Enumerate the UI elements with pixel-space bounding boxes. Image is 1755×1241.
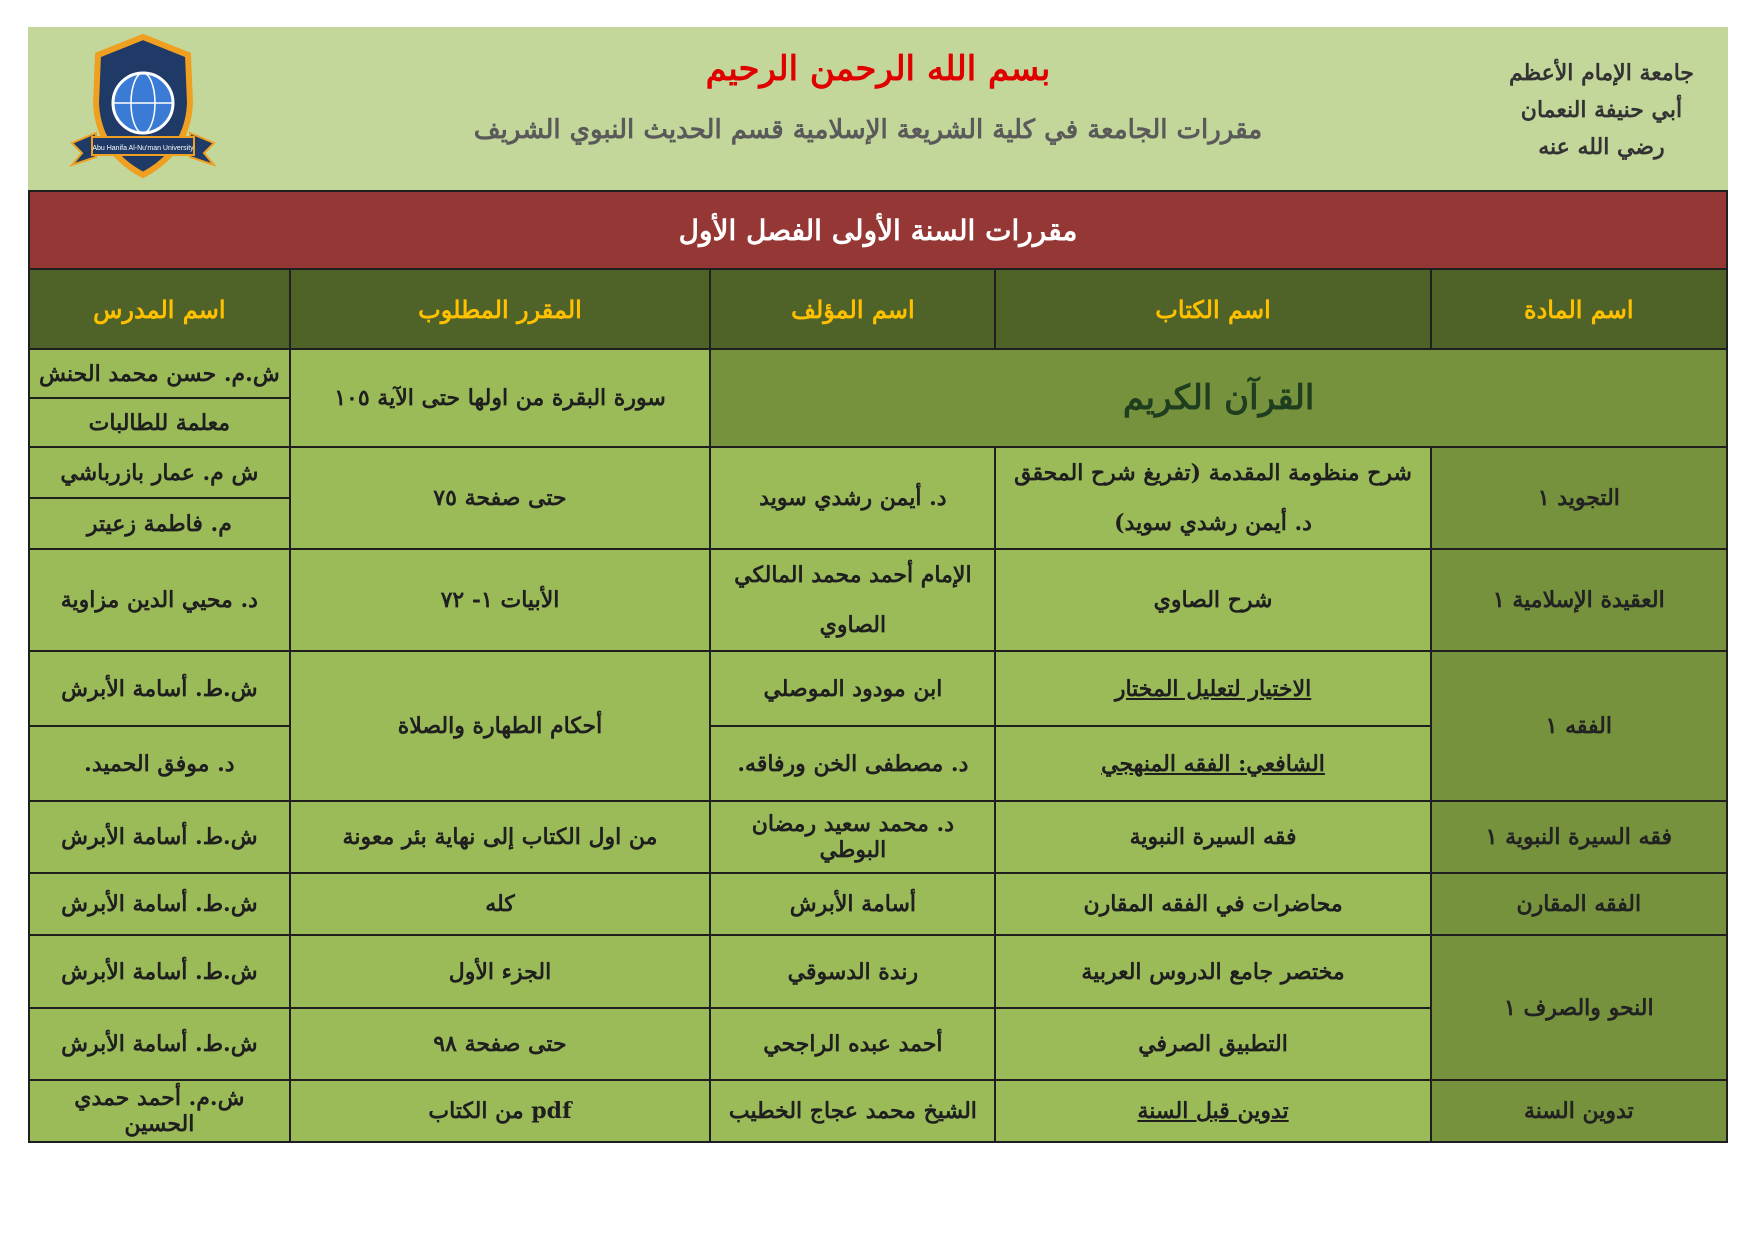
- teacher-cell: د. موفق الحميد.: [29, 726, 290, 801]
- table-row: [29, 549, 1727, 651]
- teacher-cell: ش.ط. أسامة الأبرش: [29, 1008, 290, 1080]
- book-cell: تدوين قبل السنة: [995, 1080, 1430, 1142]
- author-cell: د. محمد سعيد رمضان البوطي: [710, 801, 995, 873]
- teacher-cell: ش.م. حسن محمد الحنش: [29, 349, 290, 398]
- logo-text: Abu Hanifa Al-Nu'man University: [92, 145, 194, 152]
- column-header: اسم المادة: [1431, 269, 1727, 349]
- basmala: بسم الله الرحمن الرحيم: [705, 49, 1051, 89]
- university-line: أبي حنيفة النعمان: [1520, 97, 1683, 123]
- column-header: اسم الكتاب: [995, 269, 1430, 349]
- required-cell: كله: [290, 873, 711, 935]
- table-title-row: [29, 191, 1727, 269]
- column-header: اسم المؤلف: [710, 269, 995, 349]
- teacher-cell: ش.ط. أسامة الأبرش: [29, 651, 290, 726]
- column-header-row: [29, 269, 1727, 349]
- teacher-cell: ش.ط. أسامة الأبرش: [29, 801, 290, 873]
- book-cell: الاختيار لتعليل المختار: [995, 651, 1430, 726]
- required-cell: الأبيات ١- ٧٢: [290, 549, 711, 651]
- table-row: [29, 651, 1727, 726]
- book-cell: محاضرات في الفقه المقارن: [995, 873, 1430, 935]
- required-cell: من اول الكتاب إلى نهاية بئر معونة: [290, 801, 711, 873]
- table-row: [29, 447, 1727, 498]
- quran-cell: القرآن الكريم: [710, 349, 1727, 447]
- required-cell: سورة البقرة من اولها حتى الآية ١٠٥: [290, 349, 711, 447]
- subject-cell: العقيدة الإسلامية ١: [1431, 549, 1727, 651]
- table-row: [29, 801, 1727, 873]
- book-cell: مختصر جامع الدروس العربية: [995, 935, 1430, 1008]
- book-cell: شرح الصاوي: [995, 549, 1430, 651]
- subject-cell: فقه السيرة النبوية ١: [1431, 801, 1727, 873]
- book-cell: التطبيق الصرفي: [995, 1008, 1430, 1080]
- author-cell: د. مصطفى الخن ورفاقه.: [710, 726, 995, 801]
- teacher-cell: ش.ط. أسامة الأبرش: [29, 935, 290, 1008]
- university-line: رضي الله عنه: [1538, 134, 1665, 160]
- teacher-cell: ش.م. أحمد حمدي الحسين: [29, 1080, 290, 1142]
- required-cell: حتى صفحة ٧٥: [290, 447, 711, 549]
- column-header: المقرر المطلوب: [290, 269, 711, 349]
- teacher-cell: ش م. عمار بازرباشي: [29, 447, 290, 498]
- author-cell: ابن مودود الموصلي: [710, 651, 995, 726]
- page-header: [28, 27, 1728, 190]
- table-row: [29, 1080, 1727, 1142]
- university-line: جامعة الإمام الأعظم: [1508, 60, 1694, 86]
- required-cell: أحكام الطهارة والصلاة: [290, 651, 711, 801]
- author-cell: أسامة الأبرش: [710, 873, 995, 935]
- university-logo: [68, 33, 218, 183]
- author-cell: رندة الدسوقي: [710, 935, 995, 1008]
- author-cell: الإمام أحمد محمد المالكي الصاوي: [710, 549, 995, 651]
- teacher-cell: معلمة للطالبات: [29, 398, 290, 447]
- page-subtitle: مقررات الجامعة في كلية الشريعة الإسلامية قسم الحديث النبوي الشريف: [473, 115, 1263, 145]
- subject-cell: الفقه ١: [1431, 651, 1727, 801]
- subject-cell: التجويد ١: [1431, 447, 1727, 549]
- subject-cell: النحو والصرف ١: [1431, 935, 1727, 1080]
- required-cell: حتى صفحة ٩٨: [290, 1008, 711, 1080]
- table-row: [29, 349, 1727, 398]
- required-cell: pdf من الكتاب: [290, 1080, 711, 1142]
- table-row: [29, 873, 1727, 935]
- book-cell: شرح منظومة المقدمة (تفريغ شرح المحقق د. أيمن رشدي سويد): [995, 447, 1430, 549]
- subject-cell: تدوين السنة: [1431, 1080, 1727, 1142]
- book-cell: فقه السيرة النبوية: [995, 801, 1430, 873]
- author-cell: أحمد عبده الراجحي: [710, 1008, 995, 1080]
- subject-cell: الفقه المقارن: [1431, 873, 1727, 935]
- required-cell: الجزء الأول: [290, 935, 711, 1008]
- table-title: مقررات السنة الأولى الفصل الأول: [29, 191, 1727, 269]
- book-cell: الشافعي: الفقه المنهجي: [995, 726, 1430, 801]
- teacher-cell: م. فاطمة زعيتر: [29, 498, 290, 549]
- author-cell: الشيخ محمد عجاج الخطيب: [710, 1080, 995, 1142]
- teacher-cell: د. محيي الدين مزاوية: [29, 549, 290, 651]
- author-cell: د. أيمن رشدي سويد: [710, 447, 995, 549]
- table-row: [29, 935, 1727, 1008]
- teacher-cell: ش.ط. أسامة الأبرش: [29, 873, 290, 935]
- courses-table: [28, 190, 1728, 1143]
- column-header: اسم المدرس: [29, 269, 290, 349]
